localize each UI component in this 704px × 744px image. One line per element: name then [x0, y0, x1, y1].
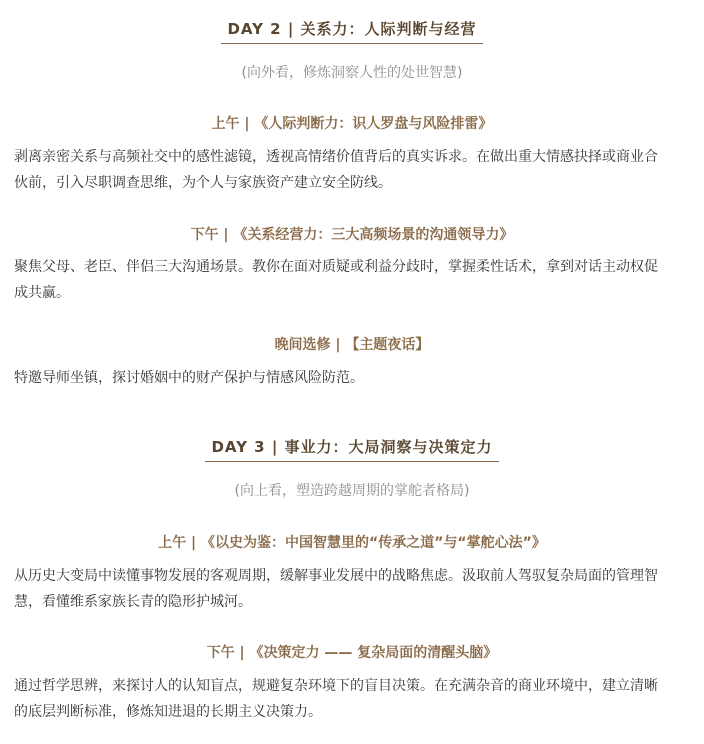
day2-heading	[0, 18, 704, 44]
day3-morning-desc: 从历史大变局中读懂事物发展的客观周期，缓解事业发展中的战略焦虑。汲取前人驾驭复杂局面的管理智慧，看懂维系家族长青的隐形护城河。	[14, 568, 658, 610]
day2-subtitle: (向外看，修炼洞察人性的处世智慧)	[241, 65, 463, 81]
day3-afternoon-desc: 通过哲学思辨，来探讨人的认知盲点，规避复杂环境下的盲目决策。在充满杂音的商业环境中，建立清晰的底层判断标准，修炼知进退的长期主义决策力。	[14, 678, 658, 720]
day3-afternoon-title: 下午 | 《决策定力 —— 复杂局面的清醒头脑》	[206, 645, 498, 661]
day3-title: DAY 3 | 事业力：大局洞察与决策定力	[205, 436, 498, 462]
day3-morning-title: 上午 | 《以史为鉴：中国智慧里的“传承之道”与“掌舵心法”》	[158, 535, 546, 551]
day2-evening-desc: 特邀导师坐镇，探讨婚姻中的财产保护与情感风险防范。	[14, 370, 364, 386]
day3-heading	[0, 436, 704, 462]
day2-morning-desc: 剥离亲密关系与高频社交中的感性滤镜，透视高情绪价值背后的真实诉求。在做出重大情感抉择或商业合伙前，引入尽职调查思维，为个人与家族资产建立安全防线。	[14, 149, 658, 191]
day2-evening-title: 晚间选修 | 【主题夜话】	[274, 337, 430, 353]
day2-afternoon-title: 下午 | 《关系经营力：三大高频场景的沟通领导力》	[190, 227, 514, 243]
day2-afternoon-desc: 聚焦父母、老臣、伴侣三大沟通场景。教你在面对质疑或利益分歧时，掌握柔性话术，拿到对话主动权促成共赢。	[14, 259, 658, 301]
day3-subtitle: (向上看，塑造跨越周期的掌舵者格局)	[234, 483, 470, 499]
day2-morning-title: 上午 | 《人际判断力：识人罗盘与风险排雷》	[211, 116, 493, 132]
day2-title: DAY 2 | 关系力：人际判断与经营	[221, 18, 482, 44]
